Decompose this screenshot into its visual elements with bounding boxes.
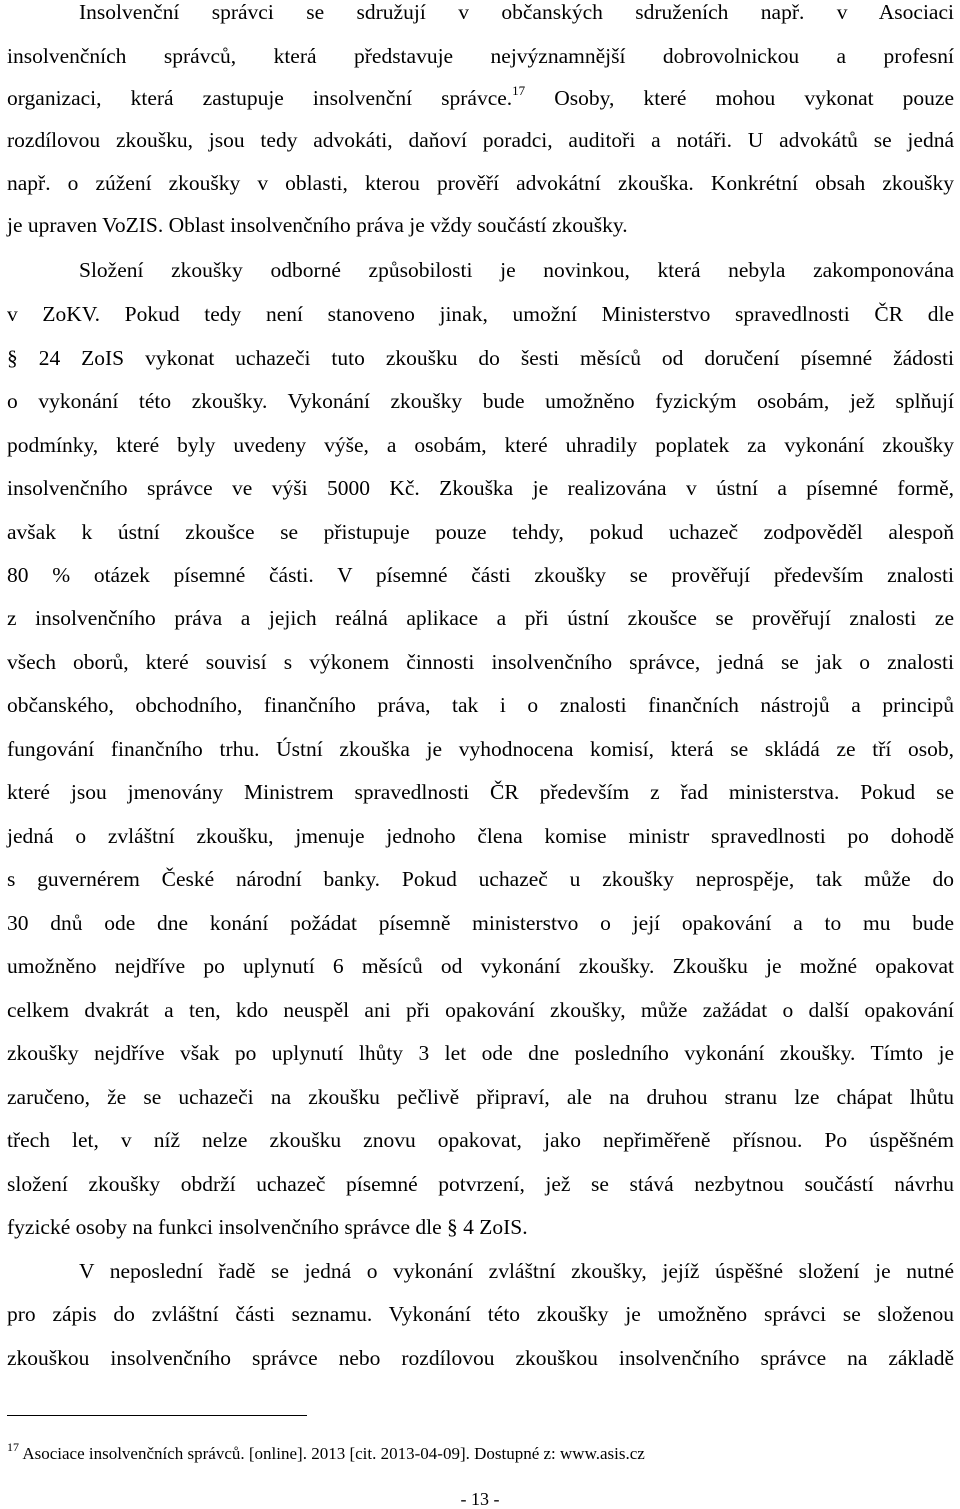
text-line: insolvenčních správců, která představuje nejvýznamnější dobrovolnickou a profesní — [7, 44, 954, 68]
text-line: zkouškou insolvenčního správce nebo rozdílovou zkouškou insolvenčního správce na základě — [7, 1346, 954, 1370]
text-line: 30 dnů ode dne konání požádat písemně ministerstvo o její opakování a to mu bude — [7, 911, 954, 935]
page-number: - 13 - — [460, 1489, 500, 1509]
text-line: jedná o zvláštní zkoušku, jmenuje jednoho člena komise ministr spravedlnosti po dohodě — [7, 824, 954, 848]
text-line: rozdílovou zkoušku, jsou tedy advokáti, daňoví poradci, auditoři a notáři. U advokátů se jedná — [7, 128, 954, 152]
footnote-text: Asociace insolvenčních správců. [online]. 2013 [cit. 2013-04-09]. Dostupné z: www.asis.cz — [22, 1444, 645, 1463]
text-line: je upraven VoZIS. Oblast insolvenčního práva je vždy součástí zkoušky. — [7, 213, 628, 237]
text-line: insolvenčního správce ve výši 5000 Kč. Zkouška je realizována v ústní a písemné formě, — [7, 476, 954, 500]
text-line: v ZoKV. Pokud tedy není stanoveno jinak, umožní Ministerstvo spravedlnosti ČR dle — [7, 302, 954, 326]
footnote-reference: 17 — [512, 83, 526, 98]
text-line: V neposlední řadě se jedná o vykonání zvláštní zkoušky, jejíž úspěšné složení je nutné — [79, 1259, 954, 1283]
text-line: které jsou jmenovány Ministrem spravedlnosti ČR především z řad ministerstva. Pokud se — [7, 780, 954, 804]
text-line: všech oborů, které souvisí s výkonem činnosti insolvenčního správce, jedná se jak o znalosti — [7, 650, 954, 674]
text-line: podmínky, které byly uvedeny výše, a osobám, které uhradily poplatek za vykonání zkoušky — [7, 433, 954, 457]
text-line — [7, 85, 954, 111]
footnote — [7, 1440, 947, 1465]
text-line: z insolvenčního práva a jejich reálná aplikace a při ústní zkoušce se prověřují znalosti ze — [7, 606, 954, 630]
text-line: zkoušky nejdříve však po uplynutí lhůty 3 let ode dne posledního vykonání zkoušky. Tímto je — [7, 1041, 954, 1065]
text-line: umožněno nejdříve po uplynutí 6 měsíců od vykonání zkoušky. Zkoušku je možné opakovat — [7, 954, 954, 978]
text-line: s guvernérem České národní banky. Pokud uchazeč u zkoušky neprospěje, tak může do — [7, 867, 954, 891]
text-line: např. o zúžení zkoušky v oblasti, kterou prověří advokátní zkouška. Konkrétní obsah zkoušky — [7, 171, 954, 195]
text-line: Insolvenční správci se sdružují v občanských sdruženích např. v Asociaci — [79, 0, 954, 24]
text-line: fyzické osoby na funkci insolvenčního správce dle § 4 ZoIS. — [7, 1215, 528, 1239]
text-line: zaručeno, že se uchazeči na zkoušku pečlivě připraví, ale na druhou stranu lze chápat lhůtu — [7, 1085, 954, 1109]
text-line: Složení zkoušky odborné způsobilosti je novinkou, která nebyla zakomponována — [79, 258, 954, 282]
text-line: fungování finančního trhu. Ústní zkouška je vyhodnocena komisí, která se skládá ze tří osob, — [7, 737, 954, 761]
footnote-divider — [7, 1415, 307, 1416]
text-line: 80 % otázek písemné části. V písemné části zkoušky se prověřují především znalosti — [7, 563, 954, 587]
text-line: celkem dvakrát a ten, kdo neuspěl ani při opakování zkoušky, může zažádat o další opakování — [7, 998, 954, 1022]
text-line: občanského, obchodního, finančního práva, tak i o znalosti finančních nástrojů a principů — [7, 693, 954, 717]
text-line: třech let, v níž nelze zkoušku znovu opakovat, jako nepřiměřeně přísnou. Po úspěšném — [7, 1128, 954, 1152]
text-segment: Osoby, které mohou vykonat pouze — [554, 86, 955, 110]
text-line: § 24 ZoIS vykonat uchazeči tuto zkoušku do šesti měsíců od doručení písemné žádosti — [7, 346, 954, 370]
text-line: pro zápis do zvláštní části seznamu. Vykonání této zkoušky je umožněno správci se složenou — [7, 1302, 954, 1326]
text-line: avšak k ústní zkoušce se přistupuje pouze tehdy, pokud uchazeč zodpověděl alespoň — [7, 520, 954, 544]
text-line: složení zkoušky obdrží uchazeč písemné potvrzení, jež se stává nezbytnou součástí návrhu — [7, 1172, 954, 1196]
footnote-number: 17 — [7, 1440, 19, 1454]
text-line: o vykonání této zkoušky. Vykonání zkoušky bude umožněno fyzickým osobám, jež splňují — [7, 389, 954, 413]
text-segment: organizaci, která zastupuje insolvenční správce. — [7, 86, 513, 110]
